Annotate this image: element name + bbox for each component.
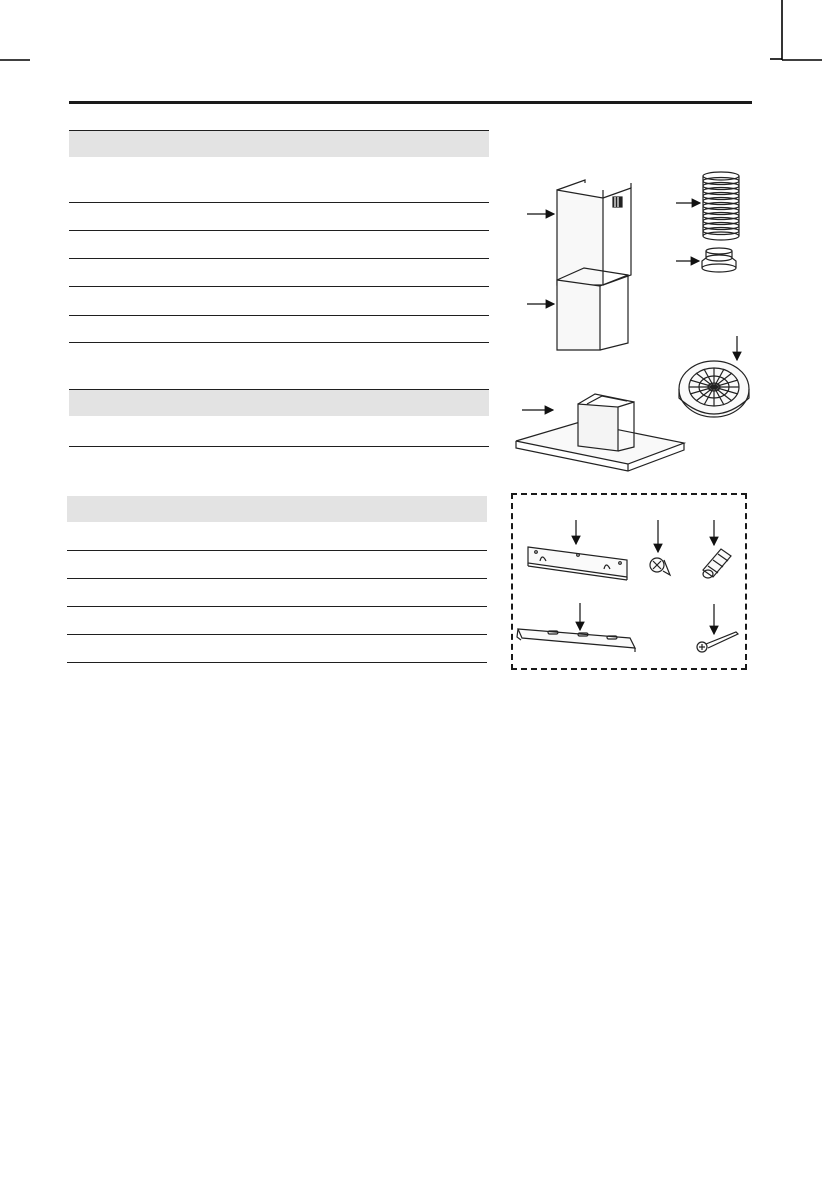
flexible-duct-icon [703,172,739,240]
hood-body-icon [516,394,684,471]
accessory-kit-box [511,493,747,670]
adapter-ring-icon [702,248,736,272]
carbon-filter-icon [679,361,749,417]
